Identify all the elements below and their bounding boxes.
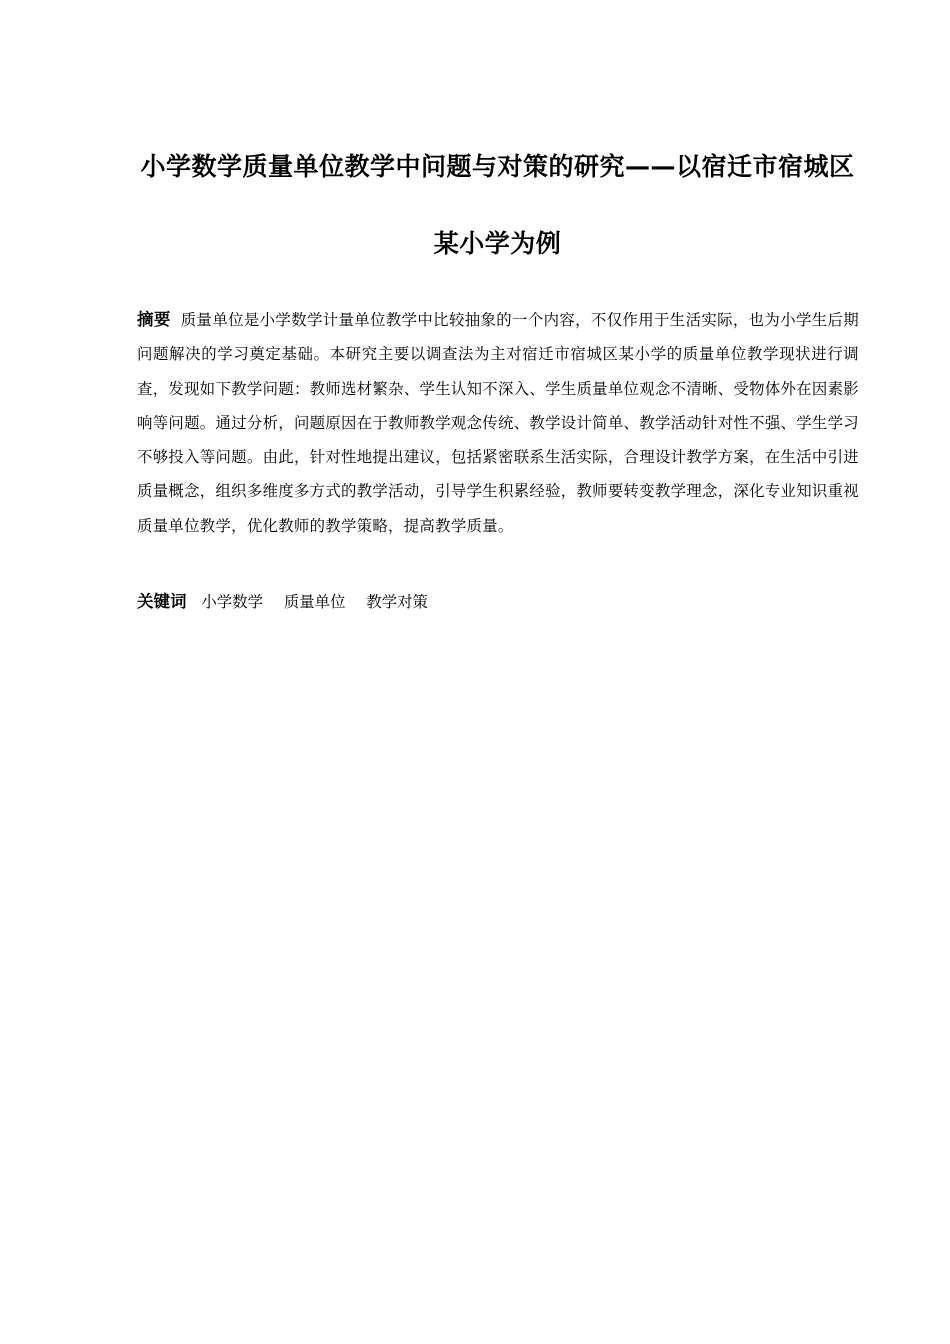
abstract-label: 摘要	[137, 310, 171, 329]
keyword-item: 质量单位	[283, 593, 346, 611]
document-title-line-2: 某小学为例	[433, 229, 562, 258]
keywords-label: 关键词	[137, 592, 187, 611]
keywords-line	[137, 588, 859, 616]
document-title-line-1: 小学数学质量单位教学中问题与对策的研究——以宿迁市宿城区	[140, 152, 855, 181]
abstract-paragraph	[137, 303, 859, 543]
keyword-item: 小学数学	[201, 593, 263, 611]
keyword-item: 教学对策	[366, 593, 428, 611]
abstract-text: 质量单位是小学数学计量单位教学中比较抽象的一个内容，不仅作用于生活实际，也为小学生后期问题解决的学习奠定基础。本研究主要以调查法为主对宿迁市宿城区某小学的质量单位教学现状进行调查，发现如下教学问题：教师选材繁杂、学生认知不深入、学生质量单位观念不清晰、受物体外在因素影响等问题。通过分析，问题原因在于教师教学观念传统、教学设计简单、教学活动针对性不强、学生学习不够投入等问题。由此，针对性地提出建议，包括紧密联系生活实际，合理设计教学方案，在生活中引进质量概念，组织多维度多方式的教学活动，引导学生积累经验，教师要转变教学理念，深化专业知识重视质量单位教学，优化教师的教学策略，提高教学质量。	[137, 311, 859, 535]
